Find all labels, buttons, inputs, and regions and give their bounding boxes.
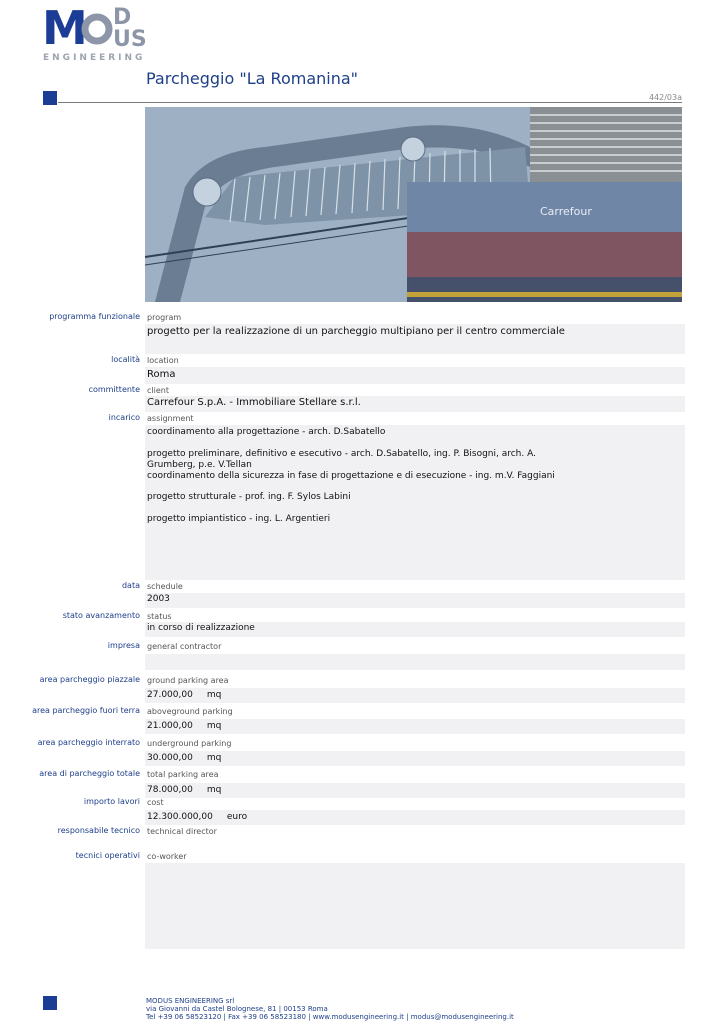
underground-parking-unit: mq	[206, 753, 222, 763]
logo-tagline: ENGINEERING	[43, 53, 146, 63]
underground-parking-label-it: area parcheggio interrato	[37, 738, 140, 747]
aboveground-parking-value	[147, 721, 221, 732]
underground-parking-value	[147, 753, 221, 764]
aboveground-parking-unit: mq	[206, 721, 222, 731]
assignment-line: Grumberg, p.e. V.Tellan	[147, 460, 252, 470]
footer-marker	[43, 996, 57, 1010]
location-field	[145, 367, 685, 384]
coworker-field	[145, 863, 685, 949]
assignment-line: progetto impiantistico - ing. L. Argentieri	[147, 514, 331, 524]
contractor-field	[145, 654, 685, 670]
ground-parking-value	[147, 690, 221, 701]
logo-m: M	[42, 1, 88, 55]
location-label-it: località	[111, 355, 140, 364]
underground-parking-label-en: underground parking	[147, 739, 232, 748]
schedule-value: 2003	[147, 594, 170, 604]
aboveground-parking-label-en: aboveground parking	[147, 707, 233, 716]
project-code: 442/03a	[648, 93, 682, 102]
cost-label-en: cost	[147, 798, 164, 807]
header-divider	[58, 102, 682, 103]
underground-parking-field	[145, 751, 685, 766]
aboveground-parking-field	[145, 719, 685, 734]
cost-unit: euro	[226, 812, 248, 822]
store-sign: Carrefour	[540, 205, 592, 218]
client-label-en: client	[147, 386, 169, 395]
schedule-label-it: data	[121, 581, 140, 590]
assignment-line: coordinamento alla progettazione - arch. D.Sabatello	[147, 427, 386, 437]
contractor-label-it: impresa	[107, 641, 140, 650]
total-parking-unit: mq	[206, 785, 222, 795]
aboveground-parking-number: 21.000,00	[147, 721, 193, 731]
header-marker	[43, 91, 57, 105]
footer-address: via Giovanni da Castel Bolognese, 81 | 00153 Roma	[146, 1005, 328, 1013]
assignment-line: coordinamento della sicurezza in fase di progettazione e di esecuzione - ing. m.V. Faggiani	[147, 471, 555, 481]
total-parking-value	[147, 785, 221, 796]
total-parking-field	[145, 783, 685, 798]
footer-company: MODUS ENGINEERING srl	[146, 997, 235, 1005]
total-parking-number: 78.000,00	[147, 785, 193, 795]
status-label-en: status	[147, 612, 172, 621]
page-title: Parcheggio "La Romanina"	[146, 69, 359, 88]
ground-parking-number: 27.000,00	[147, 690, 193, 700]
client-value: Carrefour S.p.A. - Immobiliare Stellare s.r.l.	[147, 397, 361, 408]
program-label-en: program	[147, 313, 182, 322]
cost-value	[147, 812, 247, 823]
total-parking-label-en: total parking area	[147, 770, 219, 779]
status-label-it: stato avanzamento	[62, 611, 140, 620]
status-value: in corso di realizzazione	[147, 623, 255, 633]
logo-o	[85, 17, 109, 41]
project-photo	[145, 107, 682, 302]
aboveground-parking-label-it: area parcheggio fuori terra	[32, 706, 140, 715]
assignment-label-it: incarico	[108, 413, 140, 422]
cost-label-it: importo lavori	[83, 797, 140, 806]
ground-parking-label-it: area parcheggio piazzale	[39, 675, 140, 684]
schedule-label-en: schedule	[147, 582, 183, 591]
client-label-it: committente	[88, 385, 140, 394]
assignment-label-en: assignment	[147, 414, 194, 423]
assignment-line: progetto strutturale - prof. ing. F. Sylos Labini	[147, 492, 351, 502]
location-label-en: location	[147, 356, 179, 365]
technical-director-label-en: technical director	[147, 827, 217, 836]
footer	[146, 997, 514, 1021]
ground-parking-label-en: ground parking area	[147, 676, 229, 685]
logo-d: D	[113, 5, 132, 30]
coworker-label-it: tecnici operativi	[75, 851, 140, 860]
program-value: progetto per la realizzazione di un parcheggio multipiano per il centro commerciale	[147, 326, 565, 337]
contractor-label-en: general contractor	[147, 642, 222, 651]
program-label-it: programma funzionale	[49, 312, 140, 321]
cost-number: 12.300.000,00	[147, 812, 213, 822]
ground-parking-field	[145, 688, 685, 703]
underground-parking-number: 30.000,00	[147, 753, 193, 763]
technical-director-label-it: responsabile tecnico	[57, 826, 140, 835]
assignment-line: progetto preliminare, definitivo e esecutivo - arch. D.Sabatello, ing. P. Bisogni, arch. A.	[147, 449, 536, 459]
logo-us: US	[113, 27, 147, 52]
footer-contacts: Tel +39 06 58523120 | Fax +39 06 58523180 | www.modusengineering.it | modus@modusengineering.it	[146, 1013, 514, 1021]
coworker-label-en: co-worker	[147, 852, 187, 861]
location-value: Roma	[147, 369, 176, 380]
schedule-field	[145, 593, 685, 608]
total-parking-label-it: area di parcheggio totale	[39, 769, 140, 778]
ground-parking-unit: mq	[206, 690, 222, 700]
